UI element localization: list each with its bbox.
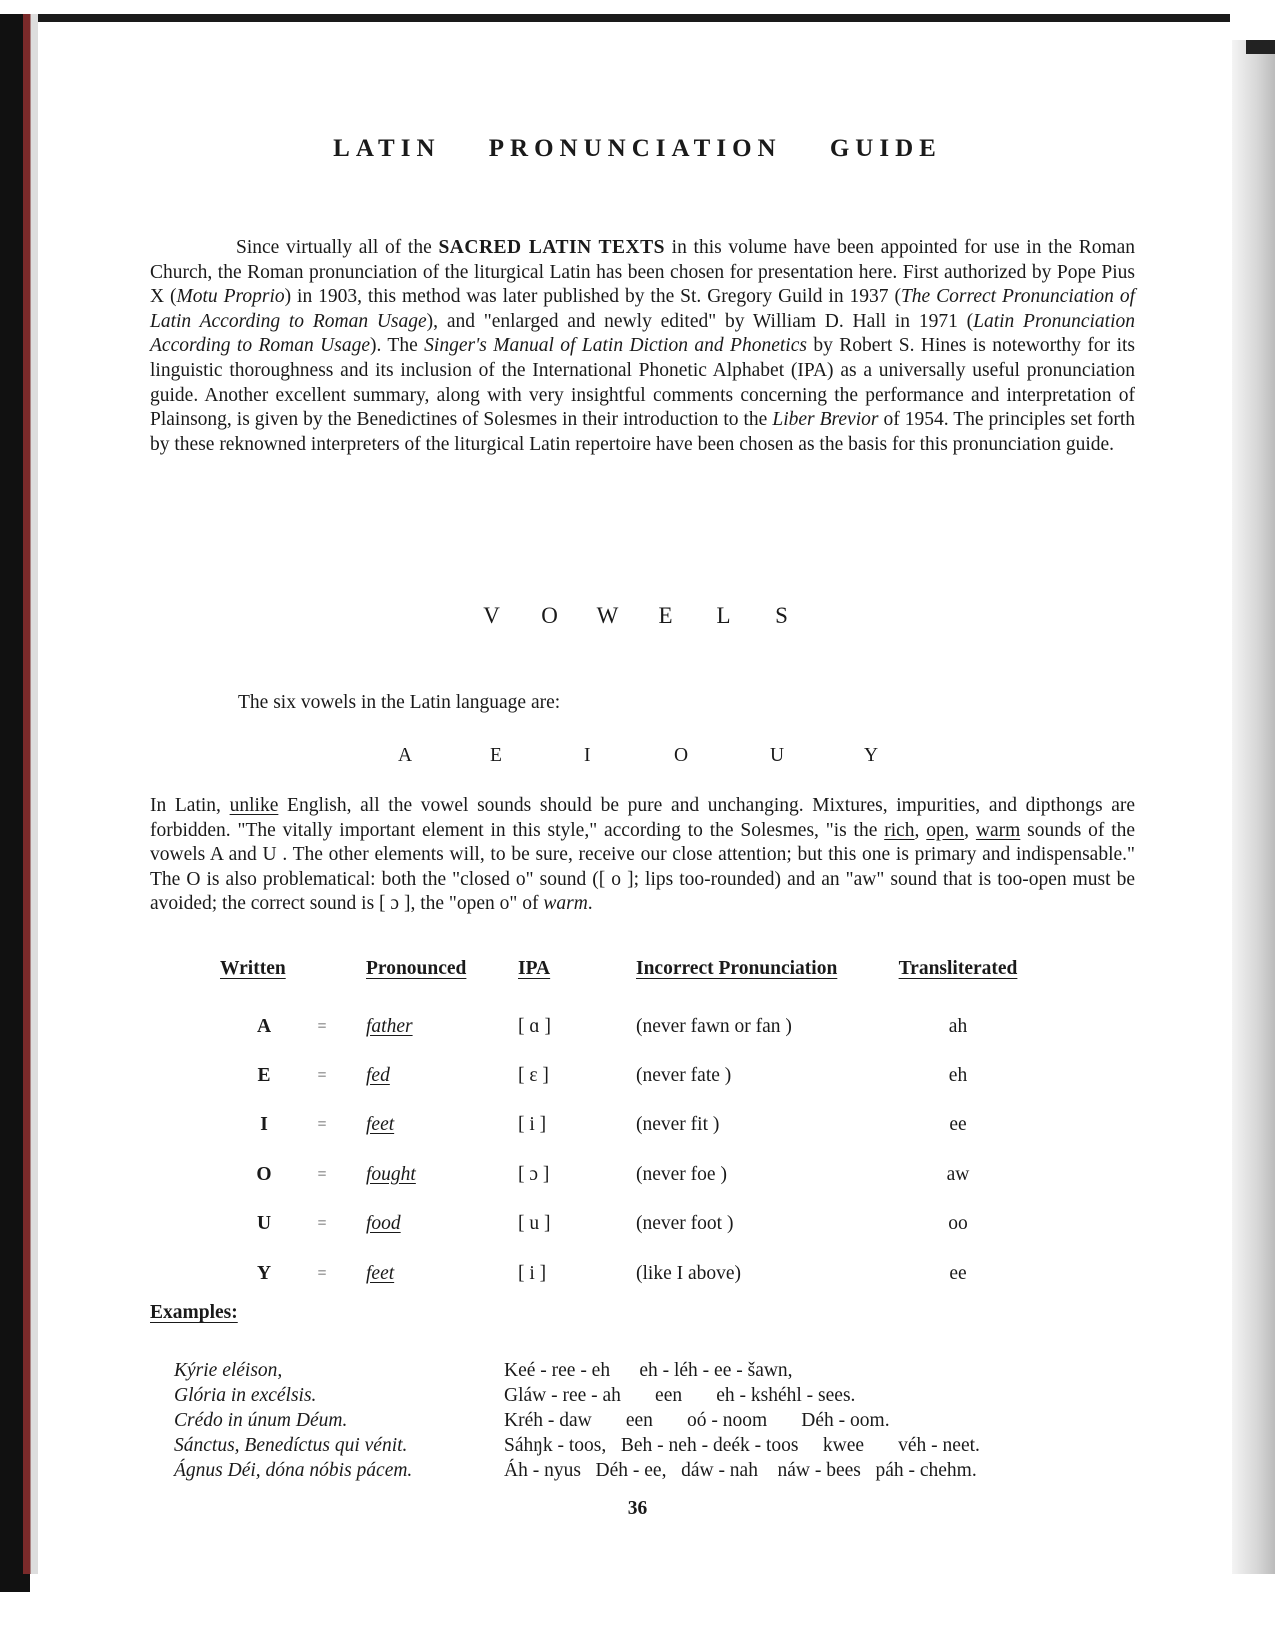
intro-citation: Motu Proprio <box>176 286 285 308</box>
vowel-letter: U <box>770 745 785 766</box>
vowel-text: , <box>914 819 920 841</box>
scan-edge-tab <box>1246 40 1275 54</box>
heading-letter: O <box>541 603 560 628</box>
table-row <box>200 1002 1028 1051</box>
vowel-letter: A <box>398 745 413 766</box>
ipa-cell: [ ɛ ] <box>518 1065 549 1087</box>
equals-cell: = <box>317 1067 327 1085</box>
example-latin: Ágnus Déi, dóna nóbis pácem. <box>174 1460 413 1481</box>
header-transliterated: Transliterated <box>898 958 1018 979</box>
ipa-cell: [ ɑ ] <box>518 1015 551 1037</box>
vowel-text: In Latin, <box>150 795 221 816</box>
title-word-1: LATIN <box>333 135 441 162</box>
written-cell: O <box>256 1163 272 1185</box>
ipa-cell: [ i ] <box>518 1114 547 1136</box>
pronounced-cell: father <box>366 1015 413 1037</box>
heading-letter: S <box>775 603 790 628</box>
heading-letter: E <box>658 603 675 628</box>
intro-citation: The Correct Pronunciation of Latin According to Roman Usage <box>150 286 1136 332</box>
transliterated-cell: ee <box>949 1262 967 1284</box>
vowel-text: , <box>964 819 970 841</box>
title-word-2: PRONUNCIATION <box>488 135 782 162</box>
example-phonetic: Kréh - daw een oó - noom Déh - oom. <box>504 1410 890 1431</box>
incorrect-cell: (never fit ) <box>636 1114 720 1136</box>
ipa-cell: [ i ] <box>518 1262 547 1284</box>
header-incorrect: Incorrect Pronunciation <box>636 958 838 979</box>
vowel-letter: E <box>490 745 502 766</box>
equals-cell: = <box>317 1017 327 1035</box>
vowel-letter: O <box>674 745 689 766</box>
incorrect-cell: (like I above) <box>636 1262 742 1284</box>
table-row <box>200 1249 1028 1298</box>
transliterated-cell: aw <box>946 1163 970 1185</box>
intro-citation: Singer's Manual of Latin Diction and Phonetics <box>424 335 807 357</box>
example-latin: Crédo in únum Déum. <box>174 1410 348 1431</box>
table-row <box>200 1150 1028 1199</box>
incorrect-cell: (never foot ) <box>636 1213 734 1235</box>
transliterated-cell: ee <box>949 1114 967 1136</box>
pronounced-cell: feet <box>366 1114 395 1136</box>
example-latin: Sánctus, Benedíctus qui vénit. <box>174 1435 408 1456</box>
vowels-intro: The six vowels in the Latin language are: <box>238 692 561 713</box>
vowels-heading <box>0 603 1275 629</box>
ipa-cell: [ u ] <box>518 1213 551 1235</box>
written-cell: E <box>257 1065 271 1087</box>
example-phonetic: Sáhŋk - toos, Beh - neh - deék - toos kwee véh - neet. <box>504 1435 980 1456</box>
intro-emphasis: SACRED LATIN TEXTS <box>438 237 665 258</box>
intro-text: in this volume have been appointed for use in the Roman Church, the Roman pronunciation of the liturgical Latin has been chosen for presentation here. First authorized by Pope Pius X ( <box>150 237 1136 308</box>
vowel-paragraph <box>150 794 1135 917</box>
page-title <box>0 135 1275 163</box>
intro-paragraph <box>150 236 1135 457</box>
written-cell: A <box>256 1015 272 1037</box>
title-word-3: GUIDE <box>829 135 942 162</box>
vowel-table <box>200 958 1028 1298</box>
intro-text: Since virtually all of the <box>236 237 432 258</box>
written-cell: Y <box>256 1262 272 1284</box>
written-cell: U <box>256 1213 272 1235</box>
example-latin: Kýrie eléison, <box>174 1360 283 1381</box>
vowel-underlined: rich <box>884 819 915 841</box>
intro-text: ) in 1903, this method was later published by the St. Gregory Guild in 1937 ( <box>284 286 901 308</box>
heading-letter: V <box>483 603 502 628</box>
incorrect-cell: (never fawn or fan ) <box>636 1015 792 1037</box>
examples-heading: Examples: <box>150 1302 238 1323</box>
example-phonetic: Áh - nyus Déh - ee, dáw - nah náw - bees páh - chehm. <box>504 1460 977 1481</box>
table-row <box>200 1101 1028 1150</box>
header-written: Written <box>220 958 286 979</box>
page-number: 36 <box>627 1498 648 1519</box>
vowel-letter: I <box>584 745 591 766</box>
intro-text: of 1954. The principles set forth by these reknowned interpreters of the liturgical Latin repertoire have been chosen as the basis for this pronunciation guide. <box>150 409 1136 455</box>
equals-cell: = <box>317 1215 327 1233</box>
intro-citation: Liber Brevior <box>772 409 879 431</box>
vowel-text: sounds of the vowels A and U . The other elements will, to be sure, receive our close attention; but this one is primary and indispensable." The O is also problematical: both the "closed o" sound ([ o ]; lips too-rounded) and an "aw" sound that is too-open must be avoided; the correct sound is [ ɔ ], the "open o" of <box>150 819 1136 915</box>
scan-border-right <box>1232 40 1275 1580</box>
table-row <box>200 1200 1028 1249</box>
vowel-italic: warm <box>543 893 588 915</box>
vowel-text: English, all the vowel sounds should be pure and unchanging. Mixtures, impurities, and dipthongs are forbidden. "The vitally important element in this style," according to the Solesmes, "is the <box>150 795 1136 841</box>
incorrect-cell: (never foe ) <box>636 1163 727 1185</box>
heading-letter: L <box>716 603 733 628</box>
example-latin: Glória in excélsis. <box>174 1385 317 1406</box>
scan-border-left <box>0 14 38 1574</box>
header-ipa: IPA <box>518 958 551 979</box>
transliterated-cell: eh <box>948 1065 968 1087</box>
pronounced-cell: food <box>366 1213 401 1235</box>
equals-cell: = <box>317 1116 327 1134</box>
heading-letter: W <box>596 603 621 628</box>
scan-bottom-margin <box>30 1574 1275 1650</box>
scan-border-top <box>30 14 1230 32</box>
table-row <box>200 1051 1028 1100</box>
transliterated-cell: ah <box>948 1015 968 1037</box>
vowel-letter: Y <box>864 745 879 766</box>
pronounced-cell: feet <box>366 1262 395 1284</box>
incorrect-cell: (never fate ) <box>636 1065 732 1087</box>
vowel-underlined: unlike <box>229 795 279 816</box>
vowel-underlined: open <box>926 819 965 841</box>
pronounced-cell: fed <box>366 1065 390 1087</box>
intro-text: ), and "enlarged and newly edited" by William D. Hall in 1971 ( <box>426 310 974 332</box>
pronounced-cell: fought <box>366 1163 416 1185</box>
example-phonetic: Keé - ree - eh eh - léh - ee - šawn, <box>504 1360 793 1381</box>
intro-citation: Latin Pronunciation According to Roman Usage <box>150 310 1135 357</box>
header-pronounced: Pronounced <box>366 958 467 979</box>
equals-cell: = <box>317 1165 327 1183</box>
table-header-row <box>200 958 1028 1002</box>
example-phonetic: Gláw - ree - ah een eh - kshéhl - sees. <box>504 1385 856 1406</box>
transliterated-cell: oo <box>948 1213 968 1235</box>
intro-text: ). The <box>369 335 418 357</box>
equals-cell: = <box>317 1264 327 1282</box>
vowel-text: . <box>587 893 593 915</box>
intro-text: by Robert S. Hines is noteworthy for its linguistic thoroughness and its inclusion of the International Phonetic Alphabet (IPA) as a universally useful pronunciation guide. Another excellent summary, along with very insightful comments concerning the performance and interpretation of Plainsong, is given by the Benedictines of Solesmes in their introduction to the <box>150 335 1136 431</box>
written-cell: I <box>260 1114 268 1136</box>
ipa-cell: [ ɔ ] <box>518 1163 550 1185</box>
vowel-underlined: warm <box>975 819 1021 841</box>
